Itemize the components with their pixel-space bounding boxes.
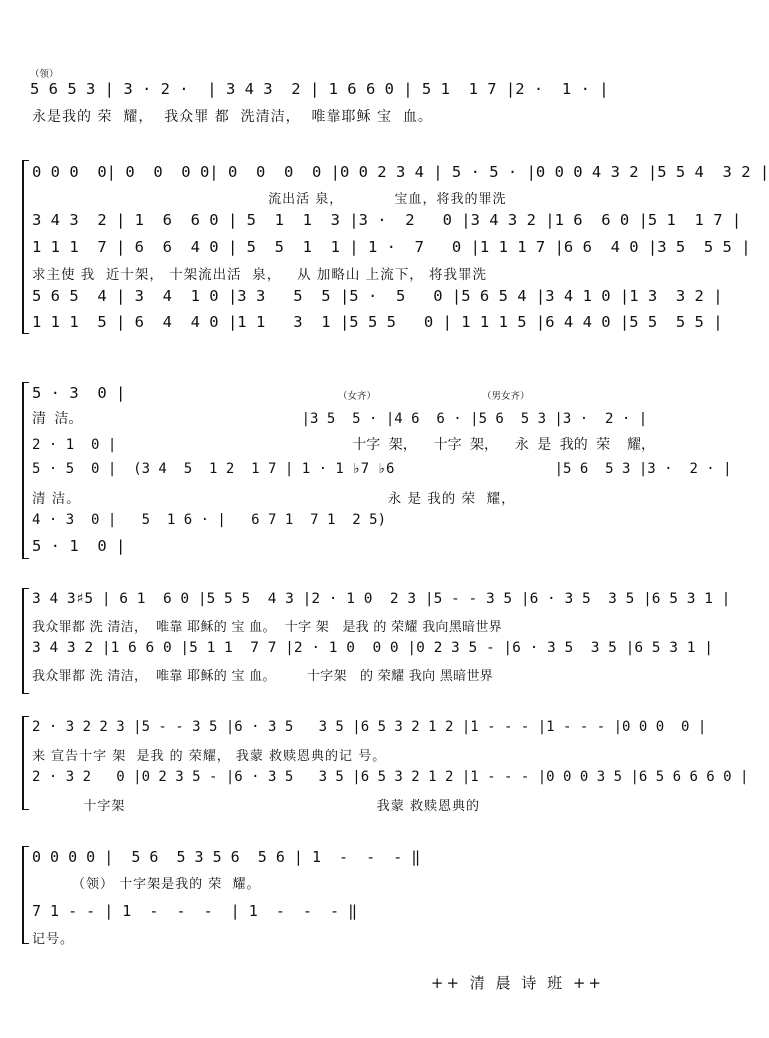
staff-line: 0 0 0 0 | 5 6 5 3 5 6 5 6 | 1 - - - ‖	[32, 848, 421, 866]
staff-line: 3 4 3 2 | 1 6 6 0 | 5 1 1 3 |3 · 2 0 |3 4 3 2 |1 6 6 0 |5 1 1 7 |	[32, 211, 742, 229]
choir-credit: ++ 清 晨 诗 班 ++	[430, 974, 604, 992]
staff-line: 3 4 3♯5 | 6 1 6 0 |5 5 5 4 3 |2 · 1 0 2 3 |5 - - 3 5 |6 · 3 5 3 5 |6 5 3 1 |	[32, 591, 731, 607]
lyrics-line-1: 永是我的 荣 耀， 我众罪 都 洗清洁， 唯靠耶稣 宝 血。	[32, 109, 433, 125]
lyrics-line: 我众罪都 洗 清洁， 唯靠 耶稣的 宝 血。 十字 架 是我 的 荣耀 我向黑暗世界	[32, 620, 502, 635]
lyrics-line: 十字架 我蒙 救赎恩典的	[32, 799, 480, 814]
system-brace-4	[22, 588, 29, 694]
staff-line: 2 · 3 2 0 |0 2 3 5 - |6 · 3 5 3 5 |6 5 3 2 1 2 |1 - - - |0 0 0 3 5 |6 5 6 6 6 0 |	[32, 769, 749, 785]
staff-line: 5 · 3 0 |	[32, 384, 126, 402]
staff-line: 4 · 3 0 | 5 1 6 · | 6 7 1 7 1 2 5)	[32, 512, 387, 528]
system-brace-3	[22, 382, 29, 559]
staff-line: 1 1 1 7 | 6 6 4 0 | 5 5 1 1 | 1 · 7 0 |1 1 1 7 |6 6 4 0 |3 5 5 5 |	[32, 238, 751, 256]
staff-line: 7 1 - - | 1 - - - | 1 - - - ‖	[32, 902, 358, 920]
system-brace-6	[22, 846, 29, 944]
melody-line-1: 5 6 5 3 | 3 · 2 · | 3 4 3 2 | 1 6 6 0 | 5 1 1 7 |2 · 1 · |	[30, 80, 609, 98]
staff-line: 2 · 3 2 2 3 |5 - - 3 5 |6 · 3 5 3 5 |6 5 3 2 1 2 |1 - - - |1 - - - |0 0 0 0 |	[32, 719, 707, 735]
lyrics-line: 来 宣告十字 架 是我 的 荣耀， 我蒙 救赎恩典的记 号。	[32, 749, 387, 764]
staff-line: 2 · 1 0 | 十字 架， 十字 架， 永 是 我的 荣 耀，	[32, 437, 656, 453]
lyrics-line: 求主使 我 近十架， 十架流出活 泉， 从 加略山 上流下， 将我罪洗	[32, 267, 487, 283]
lyrics-line: 流出活 泉， 宝血，将我的罪洗	[32, 192, 507, 207]
mixed-unison-note: （男女齐）	[482, 391, 530, 402]
lead-note: （领）	[30, 69, 59, 80]
lyrics-line: 清 洁。 永 是 我的 荣 耀，	[32, 491, 516, 507]
system-brace-5	[22, 716, 29, 810]
female-unison-note: （女齐）	[338, 391, 377, 402]
staff-line: 0 0 0 0| 0 0 0 0| 0 0 0 0 |0 0 2 3 4 | 5 · 5 · |0 0 0 4 3 2 |5 5 4 3 2 |	[32, 163, 769, 181]
staff-line: 5 · 5 0 | (3 4 5 1 2 1 7 | 1 · 1 ♭7 ♭6 |5 6 5 3 |3 · 2 · |	[32, 461, 732, 477]
system-brace-2	[22, 160, 29, 334]
staff-line: 5 · 1 0 |	[32, 537, 126, 555]
lyrics-line: 记号。	[32, 932, 75, 947]
staff-line: 清 洁。 |3 5 5 · |4 6 6 · |5 6 5 3 |3 · 2 · |	[32, 411, 648, 427]
lyrics-line: 我众罪都 洗 清洁， 唯靠 耶稣的 宝 血。 十字架 的 荣耀 我向 黑暗世界	[32, 669, 494, 684]
staff-line: 1 1 1 5 | 6 4 4 0 |1 1 3 1 |5 5 5 0 | 1 1 1 5 |6 4 4 0 |5 5 5 5 |	[32, 313, 723, 331]
lyrics-line: （领） 十字架是我的 荣 耀。	[72, 877, 261, 892]
staff-line: 5 6 5 4 | 3 4 1 0 |3 3 5 5 |5 · 5 0 |5 6 5 4 |3 4 1 0 |1 3 3 2 |	[32, 287, 723, 305]
staff-line: 3 4 3 2 |1 6 6 0 |5 1 1 7 7 |2 · 1 0 0 0 |0 2 3 5 - |6 · 3 5 3 5 |6 5 3 1 |	[32, 640, 713, 656]
